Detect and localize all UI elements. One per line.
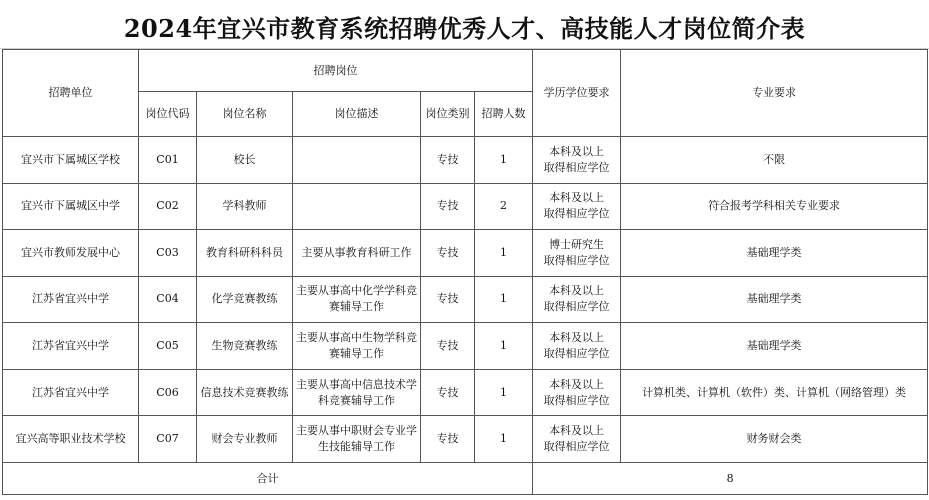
cell-major: 基础理学类: [621, 323, 928, 370]
cell-unit: 宜兴高等职业技术学校: [3, 416, 139, 463]
table-row: [3, 230, 928, 277]
cell-category: 专技: [421, 183, 475, 230]
cell-education-line: 取得相应学位: [543, 207, 610, 221]
table-row: [3, 369, 928, 416]
cell-education-line: 本科及以上: [549, 424, 605, 438]
cell-unit: 江苏省宜兴中学: [3, 369, 139, 416]
table-row: [3, 276, 928, 323]
cell-code: C01: [139, 137, 197, 184]
cell-major: 符合报考学科相关专业要求: [621, 183, 928, 230]
cell-name: 教育科研科科员: [197, 230, 293, 277]
cell-education: [533, 137, 621, 184]
header-category: 岗位类别: [421, 92, 475, 137]
table-row: [3, 323, 928, 370]
cell-unit: 宜兴市下属城区学校: [3, 137, 139, 184]
cell-major: 基础理学类: [621, 230, 928, 277]
cell-description: 主要从事高中信息技术学科竞赛辅导工作: [293, 369, 421, 416]
cell-name: 财会专业教师: [197, 416, 293, 463]
cell-category: 专技: [421, 137, 475, 184]
cell-education: [533, 230, 621, 277]
cell-education: [533, 276, 621, 323]
cell-education-line: 本科及以上: [549, 377, 605, 391]
cell-unit: 宜兴市教师发展中心: [3, 230, 139, 277]
cell-education: [533, 369, 621, 416]
cell-count: 1: [475, 276, 533, 323]
cell-category: 专技: [421, 230, 475, 277]
cell-education: [533, 416, 621, 463]
cell-category: 专技: [421, 416, 475, 463]
cell-count: 1: [475, 137, 533, 184]
cell-major: 不限: [621, 137, 928, 184]
cell-education-line: 本科及以上: [549, 284, 605, 298]
cell-name: 化学竞赛教练: [197, 276, 293, 323]
cell-name: 学科教师: [197, 183, 293, 230]
header-education: 学历学位要求: [533, 50, 621, 137]
table-row: [3, 416, 928, 463]
cell-count: 1: [475, 369, 533, 416]
cell-description: 主要从事教育科研工作: [293, 230, 421, 277]
cell-code: C06: [139, 369, 197, 416]
cell-education-line: 取得相应学位: [543, 347, 610, 361]
cell-count: 1: [475, 323, 533, 370]
header-description: 岗位描述: [293, 92, 421, 137]
cell-code: C02: [139, 183, 197, 230]
cell-description: 主要从事高中生物学科竞赛辅导工作: [293, 323, 421, 370]
header-major: 专业要求: [621, 50, 928, 137]
cell-major: 计算机类、计算机（软件）类、计算机（网络管理）类: [621, 369, 928, 416]
total-value: 8: [533, 463, 928, 495]
cell-education-line: 本科及以上: [549, 144, 605, 158]
cell-count: 1: [475, 416, 533, 463]
cell-description: 主要从事高中化学学科竞赛辅导工作: [293, 276, 421, 323]
cell-education-line: 取得相应学位: [543, 393, 610, 407]
cell-description: 主要从事中职财会专业学生技能辅导工作: [293, 416, 421, 463]
cell-education: [533, 183, 621, 230]
cell-category: 专技: [421, 369, 475, 416]
cell-category: 专技: [421, 323, 475, 370]
table-body: [3, 137, 928, 463]
cell-count: 1: [475, 230, 533, 277]
total-label: 合计: [3, 463, 533, 495]
page-title: 2024年宜兴市教育系统招聘优秀人才、高技能人才岗位简介表: [123, 13, 806, 43]
header-name: 岗位名称: [197, 92, 293, 137]
table-row: [3, 183, 928, 230]
cell-major: 基础理学类: [621, 276, 928, 323]
cell-education-line: 取得相应学位: [543, 440, 610, 454]
cell-education-line: 取得相应学位: [543, 160, 610, 174]
cell-education-line: 本科及以上: [549, 191, 605, 205]
cell-description: [293, 183, 421, 230]
cell-code: C05: [139, 323, 197, 370]
cell-education: [533, 323, 621, 370]
cell-name: 校长: [197, 137, 293, 184]
header-count: 招聘人数: [475, 92, 533, 137]
header-position-group: 招聘岗位: [139, 50, 533, 92]
cell-code: C07: [139, 416, 197, 463]
cell-education-line: 博士研究生: [549, 237, 605, 251]
cell-code: C04: [139, 276, 197, 323]
cell-unit: 宜兴市下属城区中学: [3, 183, 139, 230]
cell-unit: 江苏省宜兴中学: [3, 276, 139, 323]
recruitment-table: [2, 49, 928, 495]
cell-major: 财务财会类: [621, 416, 928, 463]
cell-description: [293, 137, 421, 184]
cell-code: C03: [139, 230, 197, 277]
cell-education-line: 取得相应学位: [543, 300, 610, 314]
cell-category: 专技: [421, 276, 475, 323]
cell-name: 生物竞赛教练: [197, 323, 293, 370]
header-code: 岗位代码: [139, 92, 197, 137]
header-unit: 招聘单位: [3, 50, 139, 137]
table-row: [3, 137, 928, 184]
cell-name: 信息技术竞赛教练: [197, 369, 293, 416]
cell-unit: 江苏省宜兴中学: [3, 323, 139, 370]
cell-education-line: 本科及以上: [549, 331, 605, 345]
cell-count: 2: [475, 183, 533, 230]
cell-education-line: 取得相应学位: [543, 253, 610, 267]
